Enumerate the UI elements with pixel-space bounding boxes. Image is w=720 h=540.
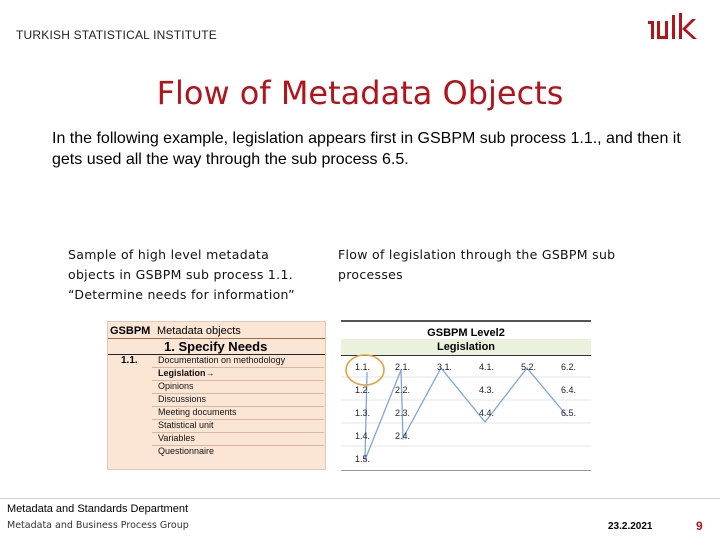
subprocess-cell: 1.5.: [355, 454, 371, 464]
left-caption: Sample of high level metadata objects in GSBPM sub process 1.1. “Determine needs for information”: [68, 247, 295, 302]
subprocess-cell: 4.1.: [479, 362, 495, 372]
tuik-logo-icon: [648, 13, 700, 41]
metadata-objects-table: [107, 321, 326, 470]
subprocess-cell: 1.4.: [355, 431, 371, 441]
legislation-flow-diagram: [341, 322, 591, 470]
legislation-flow-table: [341, 320, 591, 471]
subprocess-cell: 1.3.: [355, 408, 371, 418]
table-row: Documentation on methodology: [158, 355, 286, 365]
table-row: Opinions: [158, 381, 194, 391]
table-row: Questionnaire: [158, 446, 215, 456]
table-row: Meeting documents: [158, 407, 237, 417]
phase-label: 1. Specify Needs: [164, 339, 268, 354]
organization-name: TURKISH STATISTICAL INSTITUTE: [16, 28, 217, 42]
subprocess-cell: 6.4.: [561, 385, 577, 395]
subprocess-cell: 1.1.: [355, 362, 371, 372]
subprocess-cell: 4.4.: [479, 408, 495, 418]
subprocess-cell: 4.3.: [479, 385, 495, 395]
footer-divider: [0, 498, 720, 499]
group-name: Metadata and Business Process Group: [7, 520, 189, 531]
table-row: Legislation→: [158, 368, 215, 378]
subprocess-cell: 2.2.: [395, 385, 411, 395]
department-name: Metadata and Standards Department: [7, 503, 189, 515]
subprocess-cell: 3.1.: [437, 362, 453, 372]
table-row: Statistical unit: [158, 420, 214, 430]
right-caption: Flow of legislation through the GSBPM sub processes: [338, 247, 616, 282]
subprocess-cell: 2.3.: [395, 408, 411, 418]
subprocess-cell: 2.1.: [395, 362, 411, 372]
subprocess-cell: 1.2.: [355, 385, 371, 395]
page-title: Flow of Metadata Objects: [156, 74, 564, 112]
intro-text: In the following example, legislation appears first in GSBPM sub process 1.1., and then it gets used all the way through the sub process 6.5.: [52, 130, 681, 168]
gsbpm-level2-header: GSBPM Level2: [427, 327, 505, 339]
subprocess-cell: 6.5.: [561, 408, 577, 418]
subprocess-cell: 5.2.: [521, 362, 537, 372]
table-row: Discussions: [158, 394, 207, 404]
slide-date: 23.2.2021: [608, 521, 653, 532]
page-number: 9: [696, 519, 703, 533]
subprocess-cell: 6.2.: [561, 362, 577, 372]
subprocess-cell: 2.4.: [395, 431, 411, 441]
gsbpm-column-header: GSBPM: [110, 325, 151, 337]
subprocess-label: 1.1.: [121, 355, 138, 366]
metadata-objects-column-header: Metadata objects: [157, 325, 241, 337]
legislation-header: Legislation: [436, 341, 496, 353]
table-row: Variables: [158, 433, 195, 443]
